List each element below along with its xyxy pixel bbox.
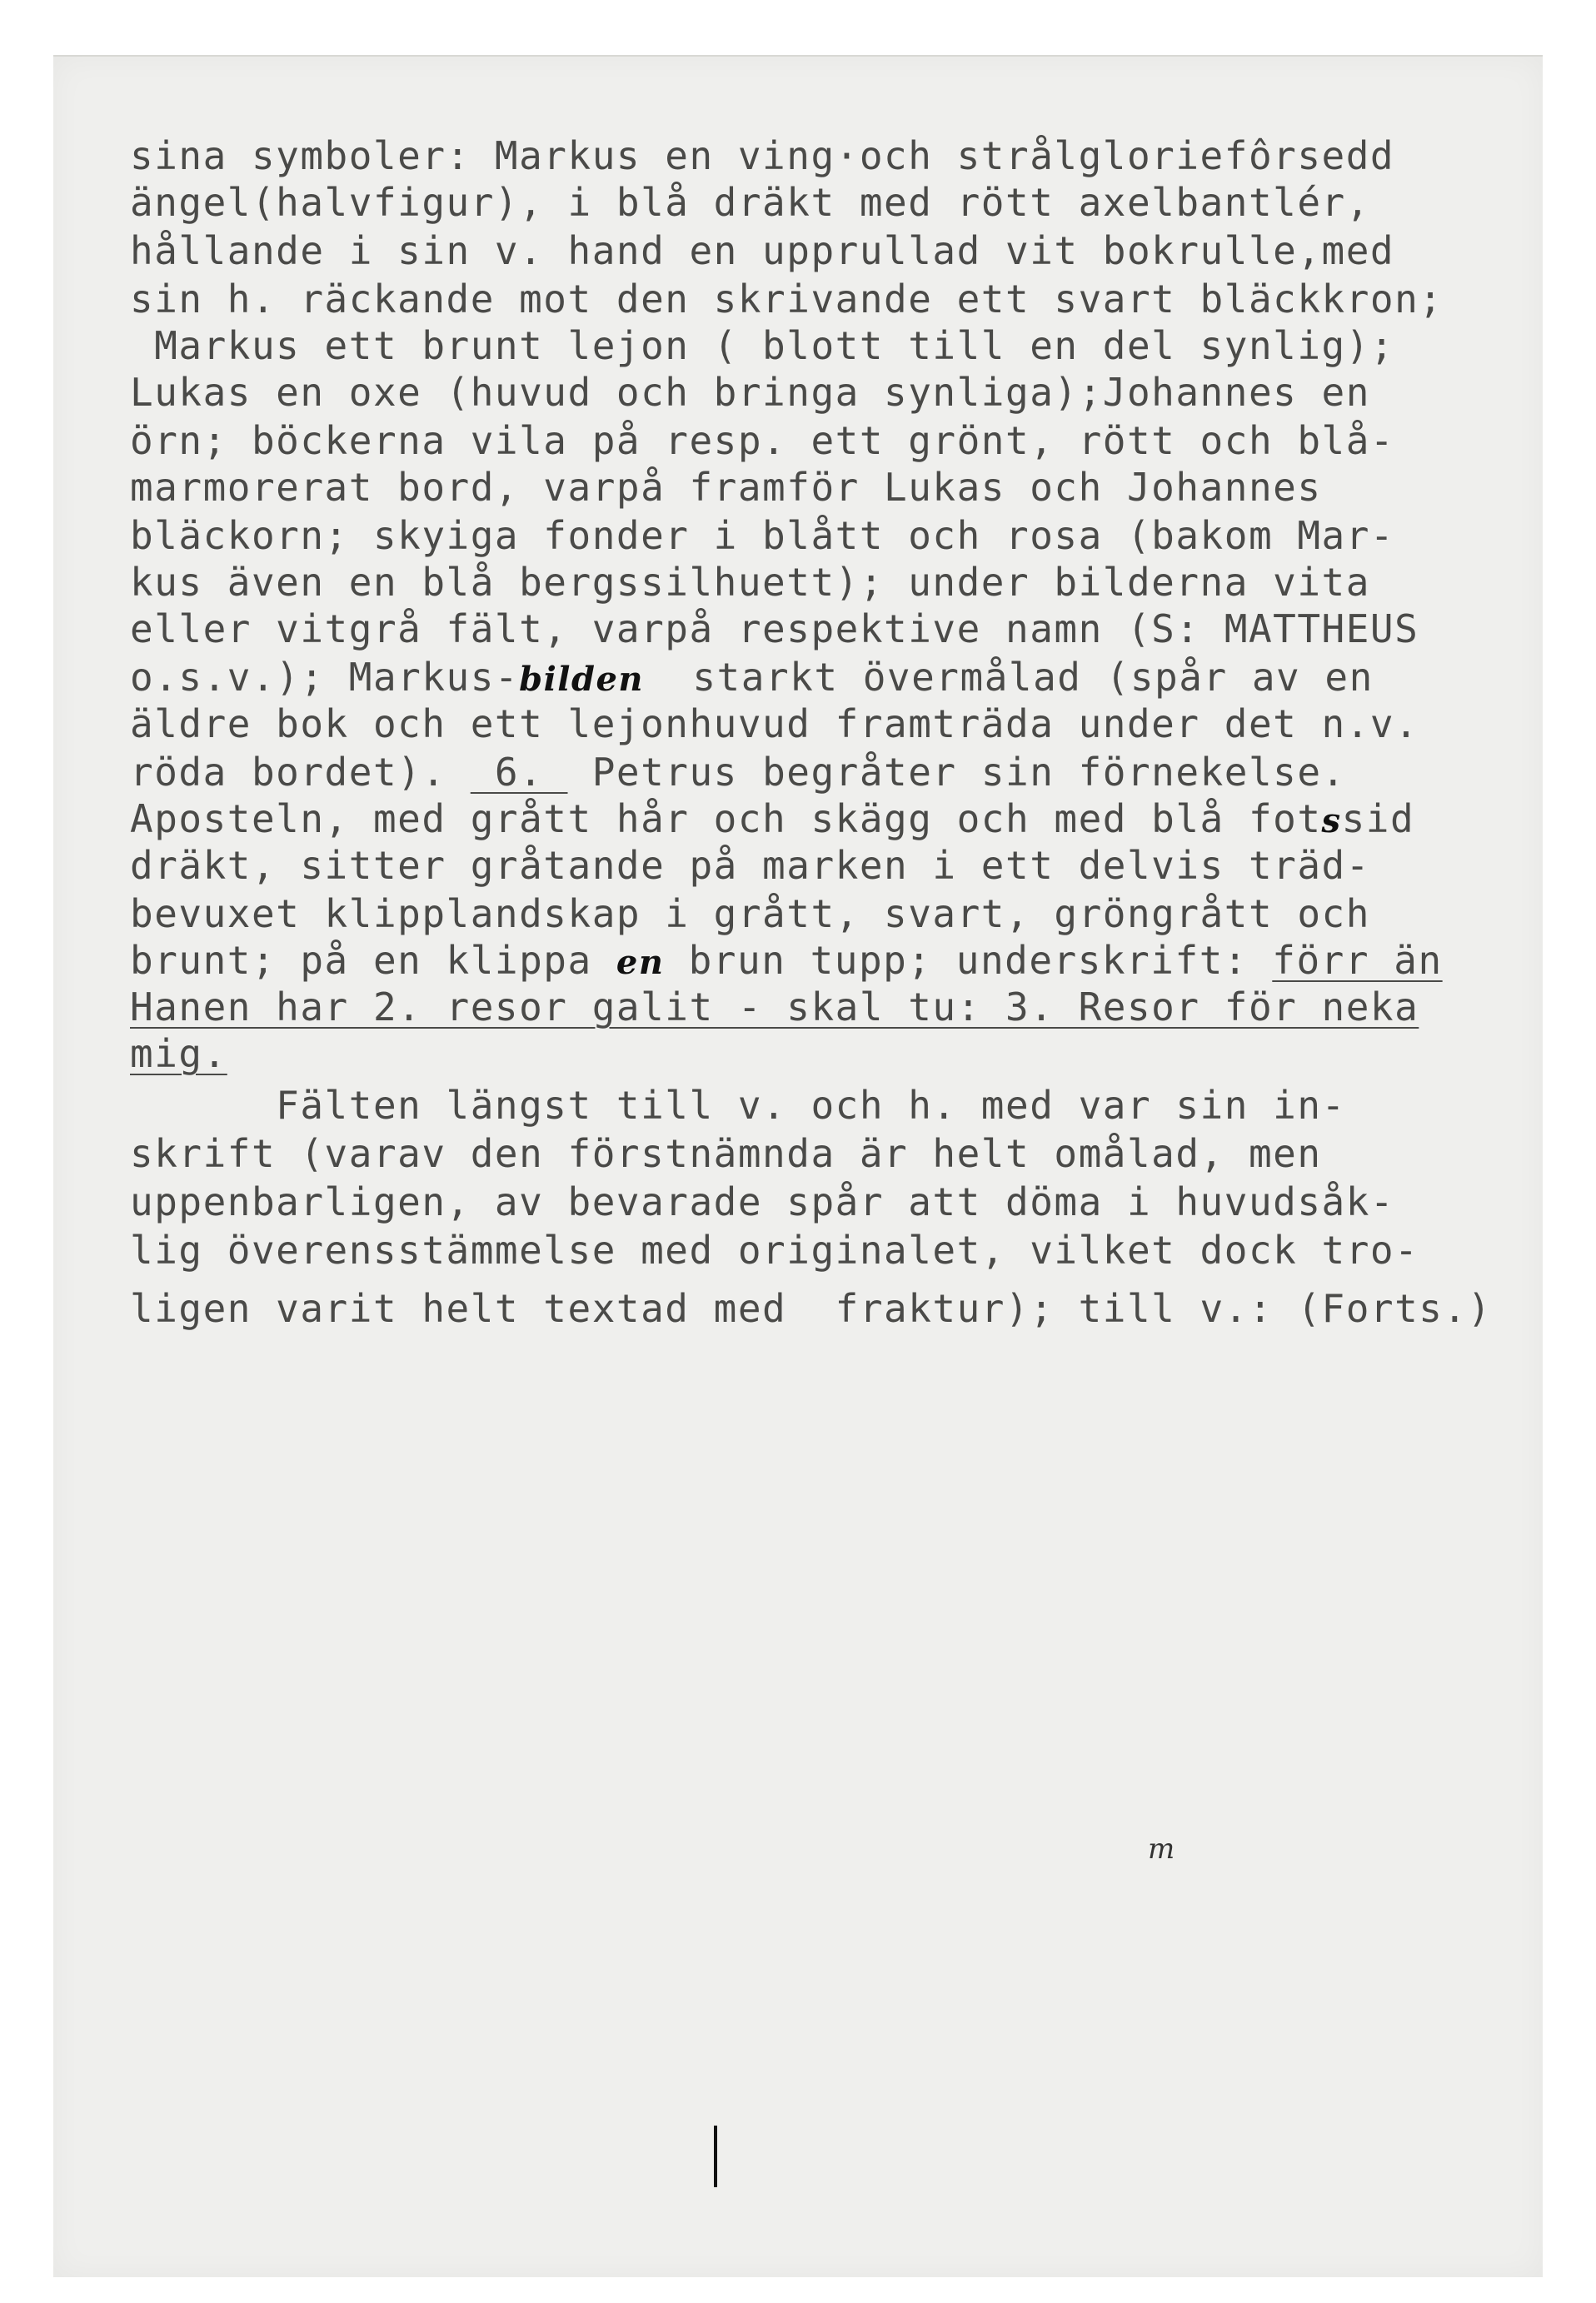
- text-line: lig överensstämmelse med originalet, vilket dock tro-: [130, 1228, 1419, 1273]
- text-line: sin h. räckande mot den skrivande ett svart bläckkron;: [130, 277, 1444, 322]
- handwritten-insert: en: [616, 943, 665, 982]
- underlined-quote: mig.: [130, 1031, 227, 1076]
- text-line: sina symboler: Markus en ving·och strålgloriefôrsedd: [130, 133, 1395, 178]
- text-segment: brun tupp; underskrift:: [664, 938, 1273, 983]
- text-line: Lukas en oxe (huvud och bringa synliga);Johannes en: [130, 370, 1370, 415]
- document-page: [53, 55, 1543, 2277]
- pen-mark: [714, 2126, 717, 2187]
- text-segment: Aposteln, med grått hår och skägg och med blå fot: [130, 796, 1322, 841]
- text-line: uppenbarligen, av bevarade spår att döma i huvudsåk-: [130, 1179, 1395, 1224]
- text-line: äldre bok och ett lejonhuvud framträda under det n.v.: [130, 701, 1419, 746]
- handwritten-correction: s: [1321, 801, 1342, 840]
- text-line: eller vitgrå fält, varpå respektive namn (S: MATTHEUS: [130, 606, 1419, 651]
- handwritten-insert: bilden: [519, 660, 644, 699]
- section-number: 6.: [470, 750, 568, 795]
- text-segment: starkt övermålad (spår av en: [643, 655, 1374, 700]
- text-segment: o.s.v.); Markus-: [130, 655, 520, 700]
- text-line: bläckorn; skyiga fonder i blått och rosa (bakom Mar-: [130, 513, 1395, 558]
- underlined-quote: Hanen har 2. resor galit - skal tu: 3. Resor för neka: [130, 985, 1419, 1029]
- text-line: bevuxet klipplandskap i grått, svart, gröngrått och: [130, 891, 1370, 936]
- text-line: [130, 938, 1443, 983]
- text-line: kus även en blå bergssilhuett); under bilderna vita: [130, 560, 1370, 605]
- section-heading: Petrus begråter sin förnekelse.: [567, 750, 1346, 795]
- text-line: marmorerat bord, varpå framför Lukas och Johannes: [130, 465, 1322, 510]
- text-line: Markus ett brunt lejon ( blott till en del synlig);: [130, 323, 1395, 368]
- text-segment: röda bordet).: [130, 750, 471, 795]
- text-line: [130, 796, 1415, 841]
- text-line: skrift (varav den förstnämnda är helt omålad, men: [130, 1131, 1322, 1176]
- text-line: hållande i sin v. hand en upprullad vit bokrulle,med: [130, 228, 1395, 273]
- text-line: ängel(halvfigur), i blå dräkt med rött axelbantlér,: [130, 180, 1370, 225]
- text-line: Fälten längst till v. och h. med var sin in-: [130, 1083, 1346, 1128]
- text-line: ligen varit helt textad med fraktur); till v.: (Forts.): [130, 1286, 1492, 1331]
- text-line: dräkt, sitter gråtande på marken i ett delvis träd-: [130, 843, 1370, 888]
- text-line: örn; böckerna vila på resp. ett grönt, rött och blå-: [130, 418, 1395, 463]
- text-line: [130, 655, 1374, 700]
- text-line: [130, 750, 1346, 795]
- handwritten-correction: m: [1148, 1832, 1175, 1866]
- underlined-quote: förr än: [1272, 938, 1443, 983]
- text-segment: sid: [1341, 796, 1415, 841]
- text-segment: brunt; på en klippa: [130, 938, 616, 983]
